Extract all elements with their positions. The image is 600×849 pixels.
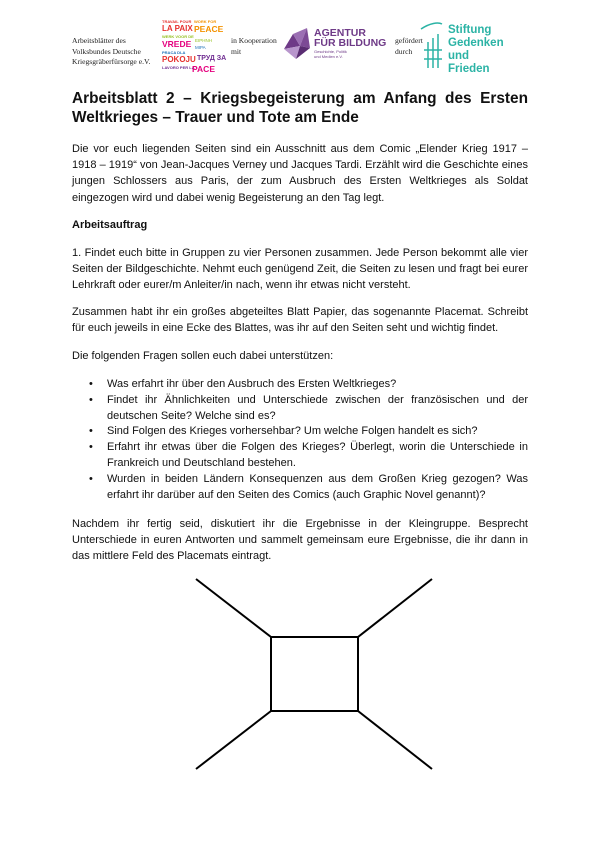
agentur-tagline: Geschichte, Politik [314, 49, 347, 54]
logo-word: WORK FOR [194, 19, 217, 24]
closing-paragraph: Nachdem ihr fertig seid, diskutiert ihr die Ergebnisse in der Kleingruppe. Besprecht Unterschiede in euren Antworten und sammelt gemeinsam eure Ergebnisse, die ihr dann in das mittlere Feld des Placemats eintragt. [72, 518, 528, 563]
question-item: • Sind Folgen des Krieges vorhersehbar? Um welche Folgen handelt es sich? [72, 424, 528, 440]
cooperation-text: in Kooperation mit [231, 36, 277, 56]
agentur-line: AGENTUR [314, 27, 366, 39]
logo-word: PEACE [194, 24, 224, 34]
logo-word: ΜΙΡΑ [195, 45, 206, 50]
questions-intro: Die folgenden Fragen sollen euch dabei unterstützen: [72, 350, 334, 362]
agentur-tagline: und Medien e.V. [314, 54, 343, 59]
logo-word: LAVORO PER LA [162, 65, 195, 70]
worksheet-title: Arbeitsblatt 2 – Kriegsbegeisterung am Anfang des Ersten Weltkrieges – Trauer und Tote am Ende [72, 90, 528, 126]
stiftung-logo [420, 20, 530, 76]
stiftung-line: Frieden [448, 63, 490, 75]
stiftung-line: und [448, 50, 470, 62]
stiftung-emblem-icon [421, 23, 442, 68]
task-2-paragraph: Zusammen habt ihr ein großes abgeteiltes Blatt Papier, das sogenannte Placemat. Schreibt für euch jeweils in eine Ecke des Blattes, was ihr auf den Seiten seht und wichtig findet. [72, 306, 528, 335]
logo-word: VREDE [162, 39, 192, 49]
logo-word: PRACA DLA [162, 50, 186, 55]
placemat-divider-bottom-right [358, 711, 432, 769]
logo-word: TRAVAIL POUR [162, 19, 192, 24]
questions-list [72, 377, 528, 503]
placemat-divider-top-right [358, 579, 432, 637]
placemat-diagram [0, 575, 600, 849]
agentur-emblem-icon [284, 28, 310, 59]
logo-word: WERK VOOR DE [162, 34, 194, 39]
page-header [0, 14, 600, 74]
stiftung-line: Gedenken [448, 37, 504, 49]
placemat-divider-top-left [196, 579, 271, 637]
logo-word: POKOJU [162, 55, 196, 64]
logo-word: ΕΙΡΗΝΗ [195, 38, 213, 43]
placemat-divider-bottom-left [196, 711, 271, 769]
question-item: • Erfahrt ihr etwas über die Folgen des Krieges? Überlegt, worin die Unterschiede in Frankreich und Deutschland bestehen. [72, 440, 528, 472]
peace-logo [160, 18, 227, 74]
funded-text: gefördert durch [395, 36, 423, 56]
question-item: • Findet ihr Ähnlichkeiten und Unterschiede zwischen der französischen und der deutschen Seite? Welche sind es? [72, 393, 528, 425]
intro-paragraph: Die vor euch liegenden Seiten sind ein Ausschnitt aus dem Comic „Elender Krieg 1917 – 1918 – 1919“ von Jean-Jacques Verney und Jacques Tardi. Erzählt wird die Geschichte eines jungen Schlossers aus Paris, der zum Ausbruch des Ersten Weltkrieges als Soldat eingezogen wird und dabei wenig Begeisterung an den Tag legt. [72, 143, 528, 204]
publisher-text: Arbeitsblätter des Volksbundes Deutsche Kriegsgräberfürsorge e.V. [72, 36, 151, 66]
logo-word: ТРУД ЗА [197, 55, 227, 62]
question-item: • Was erfahrt ihr über den Ausbruch des Ersten Weltkrieges? [72, 377, 528, 393]
task-heading: Arbeitsauftrag [72, 219, 148, 231]
placemat-center-field [271, 637, 358, 711]
task-1-paragraph: 1. Findet euch bitte in Gruppen zu vier Personen zusammen. Jede Person bekommt alle vier Seiten der Bildgeschichte. Nehmt euch genügend Zeit, die Seiten zu lesen und fragt bei eurer Lehrkraft oder eurer/m Anleiter/in nach, wenn ihr etwas nicht versteht. [72, 247, 528, 292]
agentur-line: FÜR BILDUNG [314, 37, 387, 49]
question-item: • Wurden in beiden Ländern Konsequenzen aus dem Großen Krieg gezogen? Was erfahrt ihr darüber auf den Seiten des Comics (auch Graphic Novel genannt)? [72, 472, 528, 504]
logo-word: PACE [192, 64, 215, 74]
stiftung-line: Stiftung [448, 24, 492, 36]
agentur-logo [283, 25, 387, 63]
logo-word: LA PAIX [162, 24, 193, 33]
